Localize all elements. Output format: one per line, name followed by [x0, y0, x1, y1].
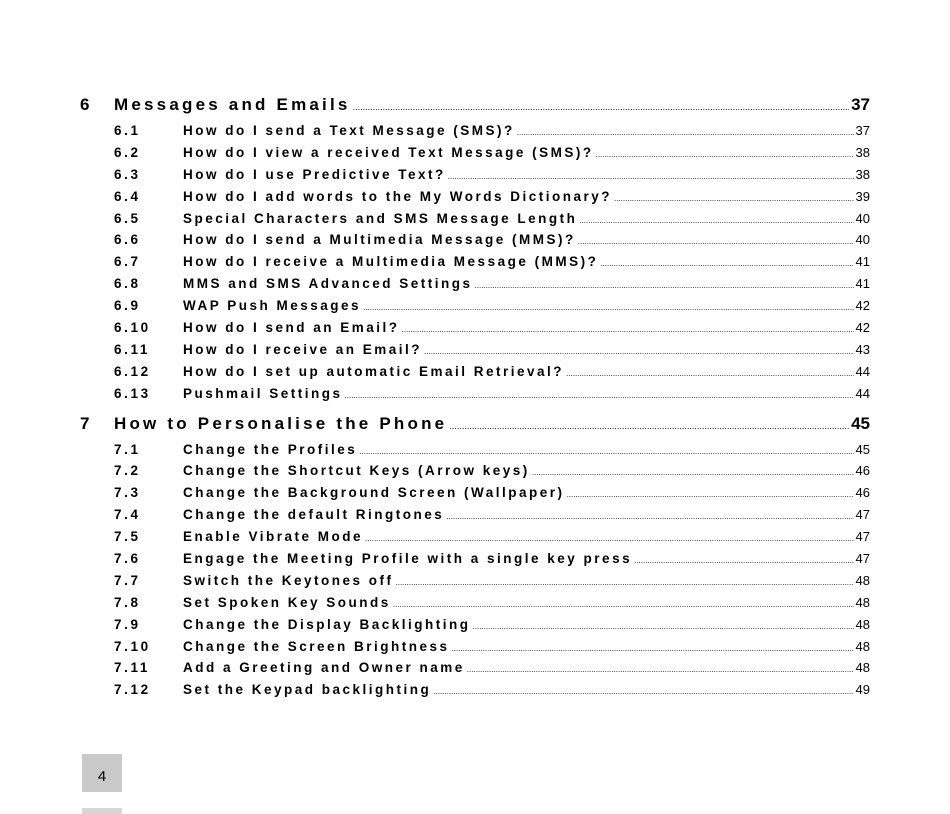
- section-page: 46: [855, 463, 870, 479]
- toc-entry-7-1[interactable]: [80, 439, 870, 461]
- section-title: Change the Display Backlighting: [183, 616, 471, 632]
- section-title: Enable Vibrate Mode: [183, 529, 364, 545]
- toc-entry-7-11[interactable]: [80, 657, 870, 679]
- dot-leader: [363, 297, 853, 319]
- section-number: 7.2: [114, 463, 141, 479]
- section-page: 44: [855, 385, 870, 401]
- dot-leader: [424, 341, 853, 363]
- page-tab-decoration: [82, 808, 122, 814]
- section-page: 43: [855, 341, 870, 357]
- section-title: Special Characters and SMS Message Length: [183, 210, 578, 226]
- section-page: 42: [855, 298, 870, 314]
- section-page: 47: [855, 551, 870, 567]
- chapter-number: 7: [80, 413, 91, 433]
- section-number: 6.8: [114, 276, 141, 292]
- dot-leader: [452, 638, 854, 660]
- section-number: 7.4: [114, 507, 141, 523]
- toc-entry-6-11[interactable]: [80, 339, 870, 361]
- section-number: 7.11: [114, 660, 150, 676]
- section-title: How do I receive a Multimedia Message (MMS)?: [183, 254, 599, 270]
- section-page: 45: [855, 441, 870, 457]
- dot-leader: [596, 144, 854, 166]
- dot-leader: [396, 572, 854, 594]
- section-number: 6.11: [114, 341, 150, 357]
- section-number: 6.5: [114, 210, 141, 226]
- toc-entry-7-5[interactable]: [80, 526, 870, 548]
- section-number: 7.10: [114, 638, 151, 654]
- section-title: Change the Screen Brightness: [183, 638, 450, 654]
- section-title: How do I set up automatic Email Retrieval?: [183, 363, 565, 379]
- dot-leader: [532, 462, 854, 484]
- dot-leader: [578, 231, 854, 253]
- section-page: 48: [855, 594, 870, 610]
- section-page: 41: [855, 254, 870, 270]
- section-title: Switch the Keytones off: [183, 572, 394, 588]
- toc-entry-7-12[interactable]: [80, 679, 870, 701]
- section-number: 7.8: [114, 594, 141, 610]
- section-title: Engage the Meeting Profile with a single key press: [183, 551, 633, 567]
- toc-entry-6-7[interactable]: [80, 251, 870, 273]
- section-number: 6.1: [114, 123, 141, 138]
- toc-entry-7-8[interactable]: [80, 592, 870, 614]
- section-page: 39: [855, 188, 870, 204]
- section-title: How do I add words to the My Words Dictionary?: [183, 188, 613, 204]
- dot-leader: [567, 484, 854, 506]
- dot-leader: [473, 616, 854, 638]
- page-number: 4: [97, 767, 107, 785]
- dot-leader: [446, 506, 853, 528]
- section-number: 6.10: [114, 320, 151, 336]
- chapter-title: How to Personalise the Phone: [114, 413, 448, 433]
- toc-entry-6-4[interactable]: [80, 186, 870, 208]
- section-title: Change the Background Screen (Wallpaper): [183, 485, 565, 501]
- section-title: MMS and SMS Advanced Settings: [183, 276, 473, 292]
- section-number: 6.13: [114, 385, 151, 401]
- chapter-7-entry[interactable]: [80, 409, 870, 439]
- section-page: 46: [855, 485, 870, 501]
- dot-leader: [449, 411, 849, 441]
- toc-entry-6-8[interactable]: [80, 273, 870, 295]
- section-page: 40: [855, 232, 870, 248]
- toc-entry-7-9[interactable]: [80, 614, 870, 636]
- section-title: How do I send a Multimedia Message (MMS)?: [183, 232, 576, 248]
- section-number: 6.4: [114, 188, 141, 204]
- section-number: 7.5: [114, 529, 141, 545]
- section-number: 7.9: [114, 616, 141, 632]
- section-page: 47: [855, 507, 870, 523]
- section-page: 44: [855, 363, 870, 379]
- section-page: 38: [855, 144, 870, 160]
- section-title: How do I use Predictive Text?: [183, 166, 446, 182]
- section-number: 6.2: [114, 144, 141, 160]
- toc-entry-6-6[interactable]: [80, 229, 870, 251]
- section-page: 48: [855, 616, 870, 632]
- section-title: Pushmail Settings: [183, 385, 343, 401]
- section-number: 7.7: [114, 572, 141, 588]
- dot-leader: [393, 594, 854, 616]
- section-title: Set Spoken Key Sounds: [183, 594, 391, 610]
- section-number: 6.12: [114, 363, 151, 379]
- chapter-number: 6: [80, 95, 91, 114]
- toc-entry-7-2[interactable]: [80, 460, 870, 482]
- section-page: 38: [855, 166, 870, 182]
- toc-entry-7-10[interactable]: [80, 636, 870, 658]
- toc-entry-7-3[interactable]: [80, 482, 870, 504]
- section-number: 7.12: [114, 682, 151, 698]
- dot-leader: [634, 550, 853, 572]
- section-title: Change the default Ringtones: [183, 507, 445, 523]
- section-title: How do I receive an Email?: [183, 341, 423, 357]
- section-number: 7.1: [114, 441, 141, 457]
- section-page: 48: [855, 572, 870, 588]
- toc-entry-6-9[interactable]: [80, 295, 870, 317]
- section-title: How do I send an Email?: [183, 320, 400, 336]
- dot-leader: [600, 253, 853, 275]
- section-number: 7.3: [114, 485, 141, 501]
- section-number: 6.7: [114, 254, 141, 270]
- chapter-6-entry[interactable]: [80, 90, 870, 120]
- section-page: 37: [855, 123, 870, 138]
- section-title: Add a Greeting and Owner name: [183, 660, 465, 676]
- page-number-box: [82, 754, 122, 792]
- dot-leader: [402, 319, 854, 341]
- section-title: Set the Keypad backlighting: [183, 682, 432, 698]
- chapter-page: 45: [851, 413, 870, 433]
- toc-entry-7-7[interactable]: [80, 570, 870, 592]
- toc-entry-6-5[interactable]: [80, 208, 870, 230]
- dot-leader: [579, 210, 853, 232]
- dot-leader: [359, 441, 853, 463]
- section-title: Change the Shortcut Keys (Arrow keys): [183, 463, 530, 479]
- dot-leader: [448, 166, 854, 188]
- dot-leader: [614, 188, 854, 210]
- dot-leader: [365, 528, 853, 550]
- dot-leader: [475, 275, 854, 297]
- toc-entry-6-2[interactable]: [80, 142, 870, 164]
- toc-entry-6-10[interactable]: [80, 317, 870, 339]
- dot-leader: [433, 681, 853, 703]
- section-title: Change the Profiles: [183, 441, 358, 457]
- section-page: 49: [855, 682, 870, 698]
- chapter-title: Messages and Emails: [114, 95, 351, 114]
- toc-entry-6-13[interactable]: [80, 383, 870, 405]
- dot-leader: [566, 363, 853, 385]
- section-page: 48: [855, 638, 870, 654]
- section-page: 47: [855, 529, 870, 545]
- section-title: How do I send a Text Message (SMS)?: [183, 123, 515, 138]
- section-page: 41: [855, 276, 870, 292]
- chapter-page: 37: [851, 95, 870, 114]
- section-title: WAP Push Messages: [183, 298, 362, 314]
- dot-leader: [345, 385, 854, 407]
- section-number: 6.9: [114, 298, 141, 314]
- dot-leader: [517, 122, 854, 144]
- section-page: 48: [855, 660, 870, 676]
- dot-leader: [467, 659, 854, 681]
- section-number: 7.6: [114, 551, 141, 567]
- toc-entry-7-4[interactable]: [80, 504, 870, 526]
- table-of-contents: [80, 90, 870, 701]
- section-page: 42: [855, 320, 870, 336]
- toc-entry-6-3[interactable]: [80, 164, 870, 186]
- section-page: 40: [855, 210, 870, 226]
- section-number: 6.6: [114, 232, 141, 248]
- toc-entry-6-12[interactable]: [80, 361, 870, 383]
- toc-entry-7-6[interactable]: [80, 548, 870, 570]
- section-number: 6.3: [114, 166, 141, 182]
- dot-leader: [353, 92, 850, 122]
- toc-entry-6-1[interactable]: [80, 120, 870, 142]
- section-title: How do I view a received Text Message (SMS)?: [183, 144, 594, 160]
